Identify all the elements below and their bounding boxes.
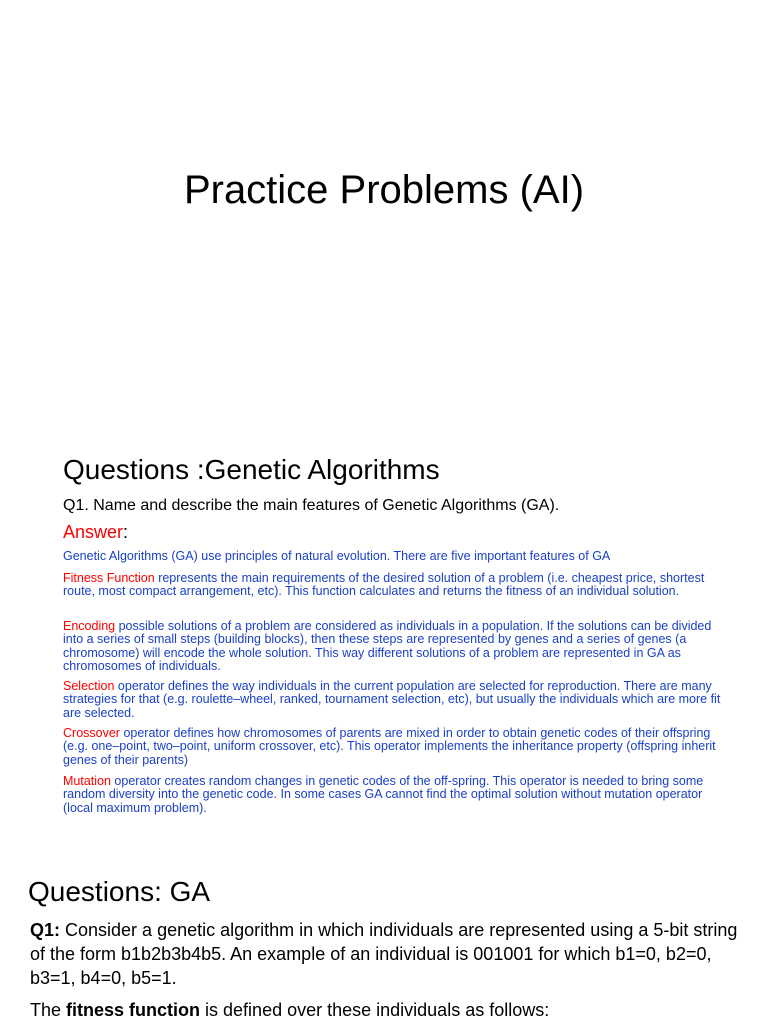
feature-encoding bbox=[63, 620, 723, 673]
feature-text: possible solutions of a problem are considered as individuals in a population. If the solutions can be divided into a series of small steps (building blocks), then these steps are represented by genes and a series of genes (a chromosome) will encode the whole solution. This way different solutions of a problem are represented in GA as chromosomes of individuals. bbox=[63, 619, 712, 673]
feature-text: operator creates random changes in genetic codes of the off-spring. This operator is needed to bring some random diversity into the genetic code. In some cases GA cannot find the optimal solution without mutation operator (local maximum problem). bbox=[63, 774, 704, 815]
title-slide bbox=[0, 0, 768, 432]
ga-question-slide bbox=[0, 864, 768, 1024]
fitness-intro-pre: The bbox=[30, 1000, 67, 1020]
feature-term: Encoding bbox=[63, 619, 116, 633]
feature-term: Fitness Function bbox=[63, 571, 155, 585]
feature-fitness bbox=[63, 572, 723, 599]
feature-term: Crossover bbox=[63, 726, 120, 740]
fitness-term: fitness function bbox=[66, 1000, 201, 1020]
answer-label-text: Answer bbox=[63, 522, 124, 542]
feature-mutation bbox=[63, 775, 723, 815]
question-body: Consider a genetic algorithm in which individuals are represented using a 5-bit string of the form b1b2b3b4b5. An example of an individual is 001001 for which b1=0, b2=0, b3=1, b4=0, b5=1. bbox=[30, 920, 738, 988]
feature-term: Mutation bbox=[63, 774, 111, 788]
question-paragraph bbox=[30, 918, 755, 990]
feature-selection bbox=[63, 680, 723, 720]
feature-text: operator defines the way individuals in the current population are selected for reproduction. There are many strategies for that (e.g. roulette–wheel, ranked, tournament selection, etc), but usually the individuals which are more fit are selected. bbox=[63, 679, 721, 720]
feature-text: represents the main requirements of the desired solution of a problem (i.e. cheapest price, shortest route, most compact arrangement, etc). This function calculates and returns the fitness of an individual solution. bbox=[63, 571, 705, 599]
slide-heading: Questions :Genetic Algorithms bbox=[63, 454, 440, 485]
question-label: Q1: bbox=[30, 920, 61, 940]
question-text: Q1. Name and describe the main features of Genetic Algorithms (GA). bbox=[63, 497, 560, 514]
answer-colon: : bbox=[123, 522, 129, 542]
slide-heading: Questions: GA bbox=[28, 876, 211, 907]
answer-label bbox=[63, 522, 128, 543]
feature-term: Selection bbox=[63, 679, 115, 693]
page-title: Practice Problems (AI) bbox=[183, 168, 585, 212]
fitness-intro bbox=[30, 998, 755, 1022]
ga-features-slide bbox=[0, 432, 768, 864]
fitness-intro-post: is defined over these individuals as follows: bbox=[200, 1000, 550, 1020]
feature-text: operator defines how chromosomes of parents are mixed in order to obtain genetic codes of their offspring (e.g. one–point, two–point, uniform crossover, etc). This operator implements the inheritance property (offspring inherit genes of their parents) bbox=[63, 726, 716, 767]
intro-paragraph: Genetic Algorithms (GA) use principles of natural evolution. There are five important features of GA bbox=[63, 549, 611, 563]
feature-crossover bbox=[63, 727, 723, 767]
